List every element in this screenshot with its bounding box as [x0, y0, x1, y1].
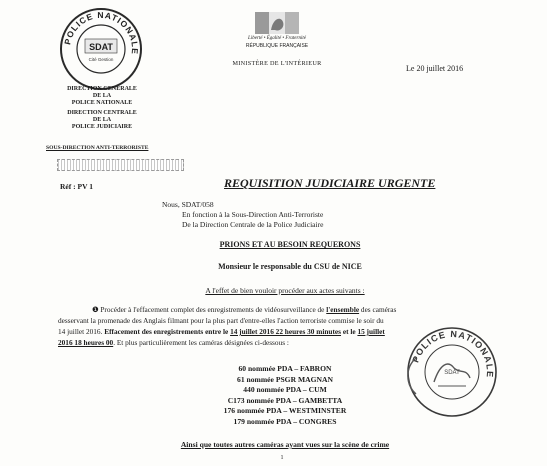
body-text: desservant la promenade des Anglais filmant pour la plus part d'entre-elles l'action terroriste commise le soir du: [58, 316, 384, 325]
sender-line: POLICE NATIONALE: [71, 100, 133, 106]
republic-motto: Liberté • Égalité • Fraternité: [248, 36, 306, 41]
body-text: des caméras: [359, 305, 397, 314]
seal-center-text: SDAT: [89, 42, 113, 52]
sender-block: [56, 86, 148, 134]
list-item: 60 nommée PDA – FABRON: [238, 364, 332, 373]
republique-francaise: RÉPUBLIQUE FRANÇAISE: [245, 43, 309, 49]
body-text-emphasis: l'ensemble: [326, 305, 360, 314]
body-text-emphasis: 2016 18 heures 00: [58, 338, 114, 347]
sender-line: POLICE JUDICIAIRE: [71, 124, 133, 130]
body-text-bold: Effacement des enregistrements entre le: [104, 327, 231, 336]
sender-subdirection: SOUS-DIRECTION ANTI-TERRORISTE: [46, 145, 149, 151]
sender-line: DE LA: [92, 117, 112, 123]
list-item: 176 nommée PDA – WESTMINSTER: [223, 406, 347, 415]
bullet-number-icon: ❶: [92, 305, 99, 314]
page-number: 1: [280, 455, 284, 461]
ministere-label: MINISTÈRE DE L'INTÉRIEUR: [232, 60, 322, 67]
document-title: REQUISITION JUDICIAIRE URGENTE: [224, 176, 436, 190]
redacted-field: [57, 159, 184, 171]
document-date: Le 20 juillet 2016: [406, 64, 464, 73]
sender-line: DE LA: [92, 93, 112, 99]
list-item: 61 nommée PSGR MAGNAN: [237, 374, 333, 384]
seal-ring-text: POLICE NATIONALE: [62, 9, 141, 56]
police-nationale-seal-icon: [58, 6, 144, 92]
marianne-logo-icon: [255, 12, 299, 34]
recipient: Monsieur le responsable du CSU de NICE: [218, 262, 362, 271]
list-item: 440 nommée PDA – CUM: [243, 385, 327, 394]
body-text: 14 juillet 2016.: [58, 327, 105, 336]
list-item: 179 nommée PDA – CONGRES: [233, 416, 337, 426]
body-text: Procéder à l'effacement complet des enregistrements de vidéosurveillance de: [100, 305, 327, 314]
police-stamp-icon: [404, 324, 500, 420]
intro-nous: Nous, SDAT/058: [162, 200, 214, 209]
intro-line: De la Direction Centrale de la Police Judiciaire: [182, 220, 324, 229]
stamp-fragment-icon: [388, 356, 418, 396]
body-text-emphasis: 15 juillet: [357, 327, 385, 336]
prions-heading: PRIONS ET AU BESOIN REQUERONS: [219, 240, 361, 249]
seal-sub-text: Cité Gestion: [88, 57, 114, 62]
closing-line: Ainsi que toutes autres caméras ayant vues sur la scène de crime: [180, 440, 390, 449]
body-text-bold: et le: [341, 327, 358, 336]
body-text-emphasis: 14 juillet 2016 22 heures 30 minutes: [230, 327, 342, 336]
body-text: . Et plus particulièrement les caméras désignées ci-dessous :: [113, 338, 289, 347]
stamp-center-text: SDAT: [444, 370, 460, 376]
intro-line: En fonction à la Sous-Direction Anti-Terroriste: [182, 210, 324, 219]
effet-line: A l'effet de bien vouloir procéder aux actes suivants :: [205, 286, 365, 295]
camera-list: [190, 364, 380, 427]
stamp-ring-text: POLICE NATIONALE: [410, 328, 496, 379]
reference: Réf : PV 1: [60, 182, 93, 191]
sender-line: DIRECTION CENTRALE: [67, 110, 137, 116]
list-item: C173 nommée PDA – GAMBETTA: [227, 395, 343, 405]
sender-line: DIRECTION GENERALE: [67, 86, 137, 92]
